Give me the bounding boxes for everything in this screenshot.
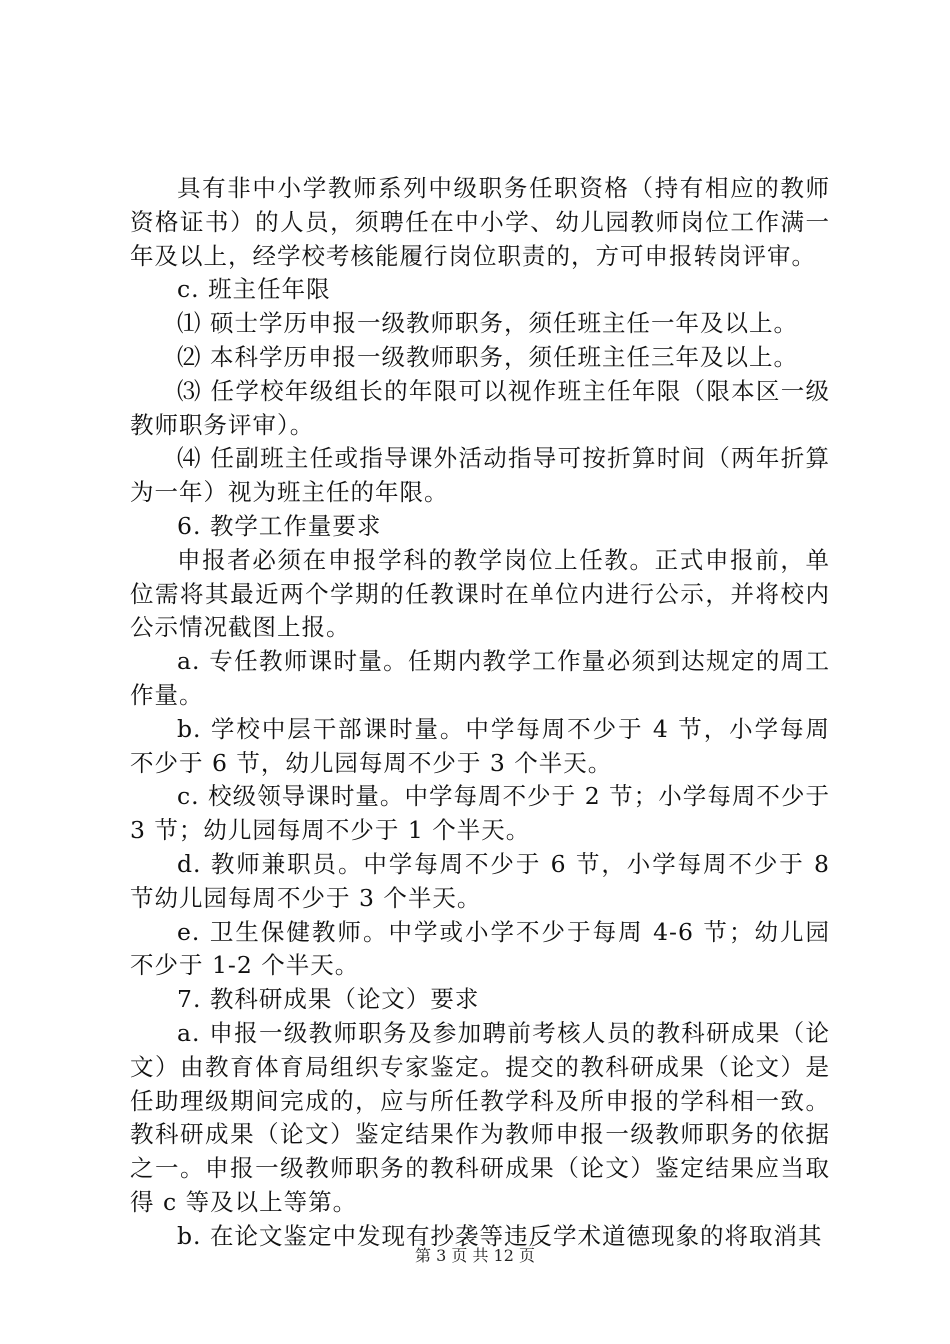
item-full-time-teacher: a. 专任教师课时量。任期内教学工作量必须到达规定的周工作量。 [130,647,830,709]
document-body [130,172,830,1254]
item-school-leaders: c. 校级领导课时量。中学每周不少于 2 节；小学每周不少于 3 节；幼儿园每周不少于 1 个半天。 [130,782,830,845]
item-bachelor-degree: ⑵ 本科学历申报一级教师职务，须任班主任三年及以上。 [177,342,798,371]
paragraph-workload-publicity: 申报者必须在申报学科的教学岗位上任教。正式申报前，单位需将其最近两个学期的任教课时在单位内进行公示，并将校内公示情况截图上报。 [130,545,830,642]
item-grade-leader: ⑶ 任学校年级组长的年限可以视作班主任年限（限本区一级教师职务评审）。 [130,376,830,439]
item-research-evaluation: a. 申报一级教师职务及参加聘前考核人员的教科研成果（论文）由教育体育局组织专家鉴定。提交的教科研成果（论文）是任助理级期间完成的，应与所任教学科及所申报的学科相一致。教科研成果（论文）鉴定结果作为教师申报一级教师职务的依据之一。申报一级教师职务的教科研成果（论文）鉴定结果应当取得 c 等及以上等第。 [130,1018,830,1216]
paragraph-transfer-requirement: 具有非中小学教师系列中级职务任职资格（持有相应的教师资格证书）的人员，须聘任在中小学、幼儿园教师岗位工作满一年及以上，经学校考核能履行岗位职责的，方可申报转岗评审。 [130,174,830,270]
heading-research-results: 7. 教科研成果（论文）要求 [177,985,480,1014]
item-middle-management: b. 学校中层干部课时量。中学每周不少于 4 节，小学每周不少于 6 节，幼儿园每周不少于 3 个半天。 [130,714,830,777]
item-plagiarism: b. 在论文鉴定中发现有抄袭等违反学术道德现象的将取消其 [177,1221,823,1250]
item-part-time-staff: d. 教师兼职员。中学每周不少于 6 节，小学每周不少于 8 节幼儿园每周不少于 3 个半天。 [130,849,830,912]
item-master-degree: ⑴ 硕士学历申报一级教师职务，须任班主任一年及以上。 [177,309,798,338]
heading-teaching-workload: 6. 教学工作量要求 [177,511,382,540]
item-health-teacher: e. 卫生保健教师。中学或小学不少于每周 4-6 节；幼儿园不少于 1-2 个半天。 [130,917,830,980]
item-deputy-class-teacher: ⑷ 任副班主任或指导课外活动指导可按折算时间（两年折算为一年）视为班主任的年限。 [130,444,830,507]
page-footer: 第 3 页 共 12 页 [415,1246,535,1265]
heading-class-teacher-years: c. 班主任年限 [177,275,331,304]
